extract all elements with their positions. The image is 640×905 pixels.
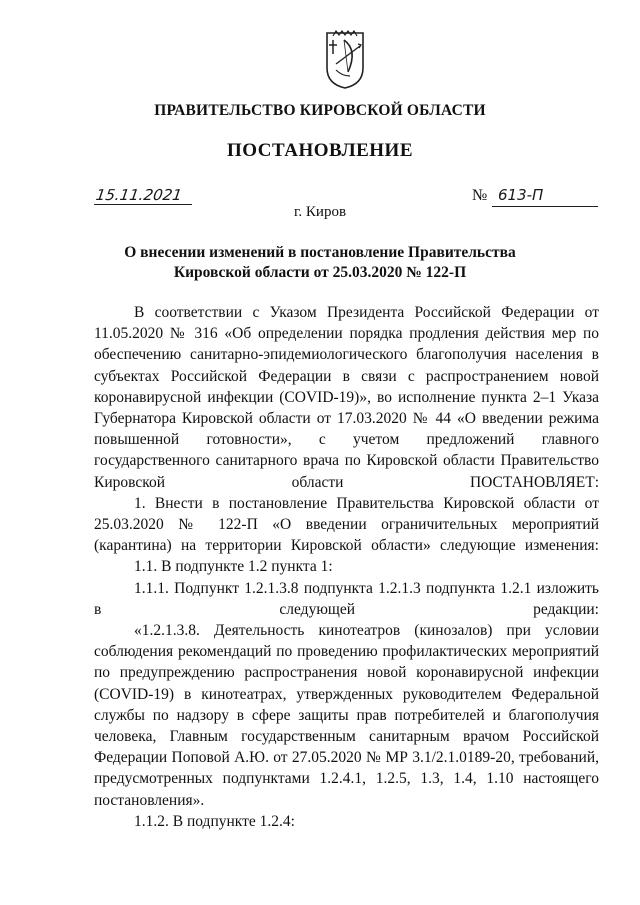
- number-field: [472, 186, 598, 206]
- paragraph-item-1-1-1: 1.1.1. Подпункт 1.2.1.3.8 подпункта 1.2.1.3 подпункта 1.2.1 изложить в следующей редакции:: [94, 579, 599, 618]
- number-label: №: [472, 187, 488, 204]
- date-field: [94, 186, 192, 205]
- paragraph-item-1: 1. Внести в постановление Правительства Кировской области от 25.03.2020 № 122-П «О введении ограничительных мероприятий (карантина) на территории Кировской области» следующие изменения:: [94, 494, 599, 555]
- document-date: 15.11.2021: [94, 186, 184, 204]
- city: г. Киров: [293, 204, 347, 220]
- paragraph-preamble: В соответствии с Указом Президента Российской Федерации от 11.05.2020 № 316 «Об определении порядка продления действия мер по обеспечению санитарно-эпидемиологического благополучия населения в субъектах Российской Федерации в связи с распространением новой коронавирусной инфекции (COVID-19)», во исполнение пункта 2–1 Указа Губернатора Кировской области от 17.03.2020 № 44 «О введении режима повышенной готовности», с учетом предложений главного государственного санитарного врача по Кировской области Правительство Кировской области ПОСТАНОВЛЯЕТ:: [94, 304, 599, 491]
- document-number: 613-П: [498, 186, 544, 204]
- paragraph-quoted-text: «1.2.1.3.8. Деятельность кинотеатров (кинозалов) при условии соблюдения рекомендаций по проведению профилактических мероприятий по предупреждению распространения новой коронавирусной инфекции (COVID-19) в кинотеатрах, утвержденных руководителем Федеральной службы по надзору в сфере защиты прав потребителей и благополучия человека, Главным государственным санитарным врачом Российской Федерации Поповой А.Ю. от 27.05.2020 № МР 3.1/2.1.0189-20, требований, предусмотренных подпунктами 1.2.4.1, 1.2.5, 1.3, 1.4, 1.10 настоящего постановления».: [94, 622, 599, 809]
- subject-line-2: Кировской области от 25.03.2020 № 122-П: [173, 264, 467, 281]
- document-type: ПОСТАНОВЛЕНИЕ: [226, 140, 414, 161]
- document-body: [94, 302, 599, 832]
- paragraph-item-1-1-2: 1.1.2. В подпункте 1.2.4:: [134, 812, 295, 830]
- organization-title: ПРАВИТЕЛЬСТВО КИРОВСКОЙ ОБЛАСТИ: [154, 102, 486, 119]
- document-subject: [0, 243, 640, 283]
- coat-of-arms-emblem: [324, 30, 366, 90]
- paragraph-item-1-1: 1.1. В подпункте 1.2 пункта 1:: [134, 558, 333, 576]
- subject-line-1: О внесении изменений в постановление Правительства: [124, 244, 516, 261]
